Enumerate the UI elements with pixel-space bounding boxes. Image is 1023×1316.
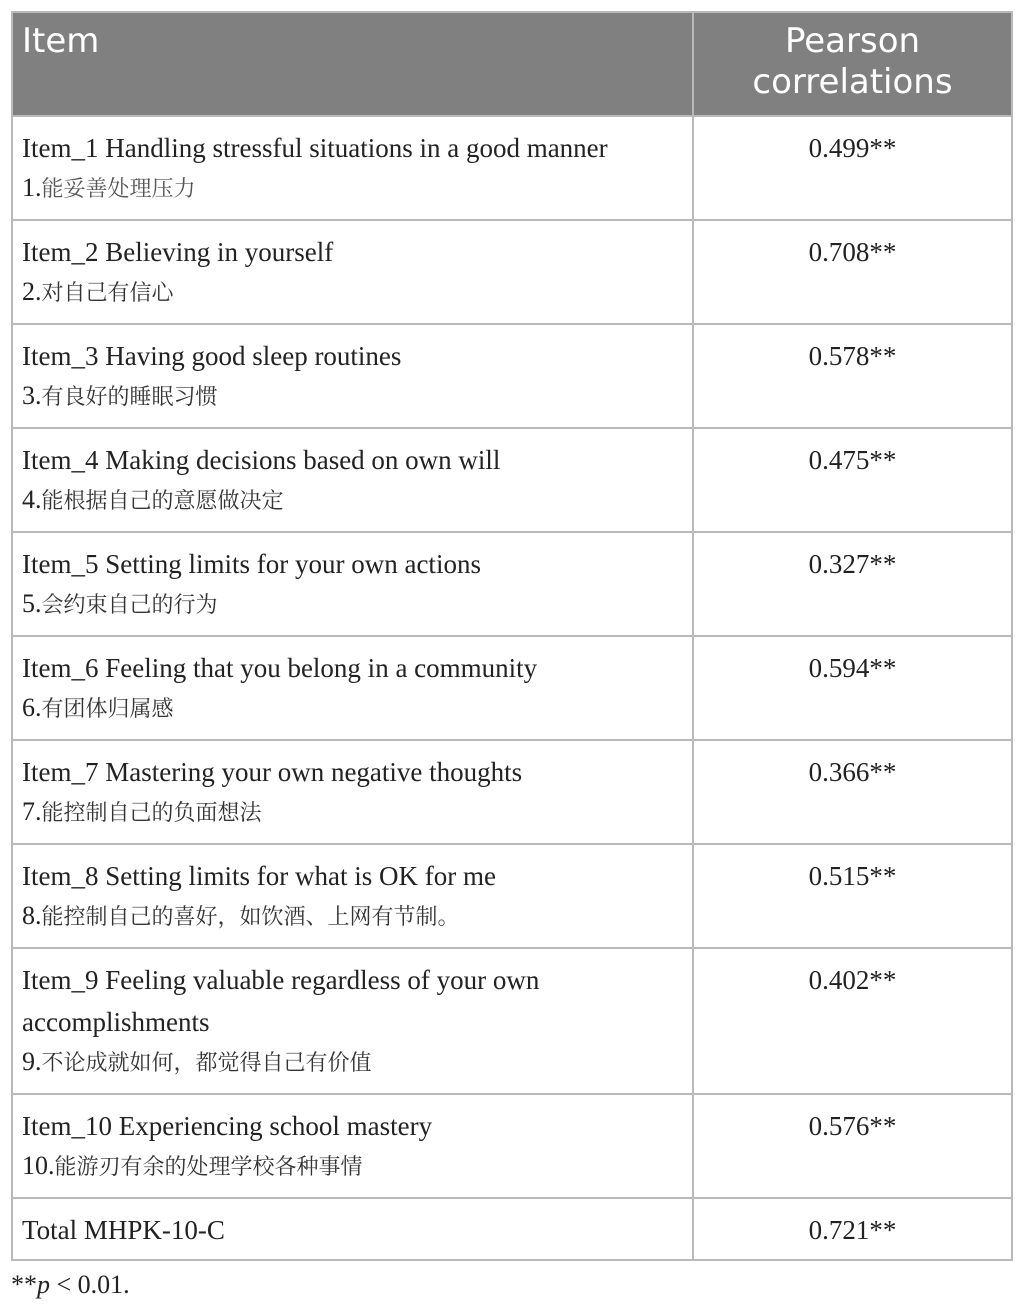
item-number: 7. <box>22 797 42 826</box>
item-number: 2. <box>22 277 42 306</box>
item-cell <box>12 220 693 324</box>
correlation-value: 0.708** <box>693 220 1012 324</box>
item-cell <box>12 1094 693 1198</box>
item-english: Item_2 Believing in yourself <box>22 237 334 267</box>
table-row <box>12 636 1012 740</box>
header-pearson-correlations: Pearson correlations <box>693 12 1012 116</box>
correlation-value: 0.327** <box>693 532 1012 636</box>
table-footnote <box>11 1270 130 1300</box>
correlation-value: 0.475** <box>693 428 1012 532</box>
item-cell <box>12 116 693 220</box>
item-chinese <box>22 585 683 625</box>
table-row <box>12 220 1012 324</box>
item-chinese-text: 有团体归属感 <box>41 697 174 722</box>
item-chinese <box>22 1147 683 1187</box>
item-chinese-text: 能妥善处理压力 <box>41 177 196 202</box>
footnote-p: p <box>37 1270 50 1299</box>
item-number: 9. <box>22 1047 42 1076</box>
item-english: Item_5 Setting limits for your own actions <box>22 549 481 579</box>
correlation-value: 0.366** <box>693 740 1012 844</box>
table-row-total <box>12 1198 1012 1260</box>
correlation-value: 0.515** <box>693 844 1012 948</box>
item-number: 6. <box>22 693 42 722</box>
correlation-value: 0.499** <box>693 116 1012 220</box>
item-english: Item_3 Having good sleep routines <box>22 341 402 371</box>
item-number: 10. <box>22 1151 55 1180</box>
item-number: 8. <box>22 901 42 930</box>
table-row <box>12 844 1012 948</box>
item-chinese <box>22 273 683 313</box>
item-chinese-text: 不论成就如何，都觉得自己有价值 <box>41 1051 372 1076</box>
item-english: Item_7 Mastering your own negative thoughts <box>22 757 523 787</box>
correlation-value: 0.402** <box>693 948 1012 1094</box>
item-english: Item_10 Experiencing school mastery <box>22 1111 433 1141</box>
item-chinese-text: 会约束自己的行为 <box>41 593 218 618</box>
table-row <box>12 324 1012 428</box>
item-cell <box>12 324 693 428</box>
item-english: Item_8 Setting limits for what is OK for me <box>22 861 496 891</box>
item-cell <box>12 948 693 1094</box>
total-value: 0.721** <box>693 1198 1012 1260</box>
item-english: Item_4 Making decisions based on own will <box>22 445 501 475</box>
item-chinese-text: 能游刃有余的处理学校各种事情 <box>54 1155 363 1180</box>
item-cell <box>12 636 693 740</box>
correlation-value: 0.594** <box>693 636 1012 740</box>
table-row <box>12 428 1012 532</box>
item-number: 1. <box>22 173 42 202</box>
item-cell <box>12 740 693 844</box>
footnote-threshold: < 0.01. <box>50 1270 130 1299</box>
item-chinese <box>22 377 683 417</box>
correlation-value: 0.576** <box>693 1094 1012 1198</box>
item-chinese <box>22 481 683 521</box>
total-label: Total MHPK-10-C <box>12 1198 693 1260</box>
item-chinese-text: 能控制自己的喜好，如饮酒、上网有节制。 <box>41 905 460 930</box>
item-cell <box>12 428 693 532</box>
item-english: Item_1 Handling stressful situations in a good manner <box>22 133 608 163</box>
item-chinese <box>22 689 683 729</box>
item-number: 3. <box>22 381 42 410</box>
correlation-table <box>11 11 1013 1261</box>
table-row <box>12 116 1012 220</box>
item-cell <box>12 844 693 948</box>
header-item: Item <box>12 12 693 116</box>
item-chinese <box>22 793 683 833</box>
item-chinese-text: 能根据自己的意愿做决定 <box>41 489 284 514</box>
item-cell <box>12 532 693 636</box>
item-chinese-text: 对自己有信心 <box>41 281 174 306</box>
item-english: Item_6 Feeling that you belong in a community <box>22 653 538 683</box>
table-row <box>12 532 1012 636</box>
item-chinese <box>22 169 683 209</box>
table-row <box>12 740 1012 844</box>
table-row <box>12 1094 1012 1198</box>
item-chinese-text: 能控制自己的负面想法 <box>41 801 262 826</box>
item-number: 5. <box>22 589 42 618</box>
item-english: Item_9 Feeling valuable regardless of your own accomplishments <box>22 965 540 1037</box>
footnote-stars: ** <box>11 1270 37 1299</box>
item-chinese <box>22 1043 683 1083</box>
item-number: 4. <box>22 485 42 514</box>
item-chinese <box>22 897 683 937</box>
correlation-value: 0.578** <box>693 324 1012 428</box>
table-header-row <box>12 12 1012 116</box>
table-row <box>12 948 1012 1094</box>
correlation-table-container <box>11 11 1011 1261</box>
item-chinese-text: 有良好的睡眠习惯 <box>41 385 218 410</box>
